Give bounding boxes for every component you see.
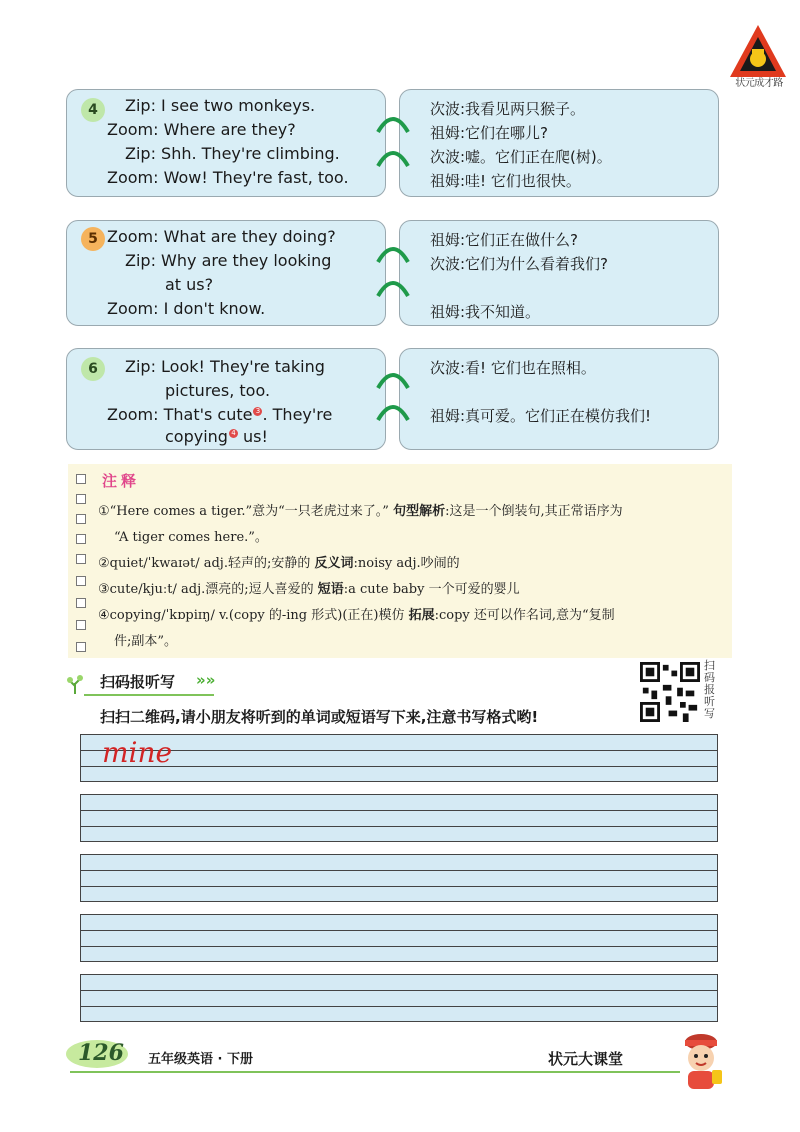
binder-ring-icon bbox=[375, 242, 411, 266]
dialogue-panel-6-en bbox=[66, 348, 386, 450]
translation-line: 次波:它们为什么看着我们? bbox=[430, 255, 609, 273]
translation-line: 祖姆:真可爱。它们正在模仿我们! bbox=[430, 407, 652, 425]
footer-divider bbox=[70, 1071, 680, 1073]
note-item: ④copying/ˈkɒpiɪŋ/ v.(copy 的-ing 形式)(正在)模仿 拓展:copy 还可以作名词,意为“复制 bbox=[98, 608, 615, 623]
writing-lines[interactable] bbox=[80, 794, 718, 842]
bullet-icon bbox=[76, 554, 86, 564]
bullet-icon bbox=[76, 534, 86, 544]
brand-logo-text: 状元成才路 bbox=[735, 78, 783, 89]
dialogue-line: Zoom: Where are they? bbox=[107, 120, 296, 139]
dialogue-line: Zip: Shh. They're climbing. bbox=[125, 144, 340, 163]
bullet-icon bbox=[76, 494, 86, 504]
binder-ring-icon bbox=[375, 276, 411, 300]
notes-title: 注释 bbox=[102, 472, 141, 490]
translation-line: 次波:看! 它们也在照相。 bbox=[430, 359, 596, 377]
note-item: ③cute/kjuːt/ adj.漂亮的;逗人喜爱的 短语:a cute baby 一个可爱的婴儿 bbox=[98, 582, 520, 597]
dialogue-line: copying $^4$ us! bbox=[165, 427, 268, 446]
sample-word: mine bbox=[102, 736, 173, 769]
bullet-icon bbox=[76, 474, 86, 484]
note-item: ①“Here comes a tiger.”意为“一只老虎过来了。” 句型解析:这是一个倒装句,其正常语序为 bbox=[98, 504, 623, 519]
translation-line: 次波:我看见两只猴子。 bbox=[430, 100, 586, 118]
note-item: “A tiger comes here.”。 bbox=[114, 530, 268, 545]
translation-line: 祖姆:哇! 它们也很快。 bbox=[430, 172, 581, 190]
binder-ring-icon bbox=[375, 400, 411, 424]
note-marker: 4 bbox=[229, 429, 238, 438]
section-title: 扫码报听写 bbox=[84, 668, 214, 696]
note-item: 件;副本”。 bbox=[114, 634, 178, 649]
dialogue-line: Zip: Why are they looking bbox=[125, 251, 332, 270]
dialogue-line: at us? bbox=[165, 275, 214, 294]
bullet-icon bbox=[76, 642, 86, 652]
writing-lines[interactable] bbox=[80, 854, 718, 902]
binder-ring-icon bbox=[375, 146, 411, 170]
writing-lines[interactable] bbox=[80, 974, 718, 1022]
writing-lines[interactable] bbox=[80, 734, 718, 782]
dialogue-panel-5-en bbox=[66, 220, 386, 326]
translation-line: 祖姆:它们在哪儿? bbox=[430, 124, 549, 142]
bullet-icon bbox=[76, 620, 86, 630]
arrows-icon: »» bbox=[196, 671, 216, 689]
binder-ring-icon bbox=[375, 368, 411, 392]
note-marker: 3 bbox=[253, 407, 262, 416]
bullet-icon bbox=[76, 598, 86, 608]
qr-label: 扫码报听写 bbox=[704, 659, 715, 720]
binder-ring-icon bbox=[375, 112, 411, 136]
translation-line: 次波:嘘。它们正在爬(树)。 bbox=[430, 148, 612, 166]
dialogue-line: Zoom: That's cute $^3$ . They're bbox=[107, 405, 333, 424]
dialogue-panel-6-zh bbox=[399, 348, 719, 450]
dialogue-panel-4-zh bbox=[399, 89, 719, 197]
writing-lines[interactable] bbox=[80, 914, 718, 962]
bullet-icon bbox=[76, 576, 86, 586]
page-number: 126 bbox=[78, 1040, 124, 1066]
panel-number: 4 bbox=[81, 98, 105, 122]
dialogue-line: Zoom: Wow! They're fast, too. bbox=[107, 168, 349, 187]
bullet-icon bbox=[76, 514, 86, 524]
dialogue-line: Zoom: I don't know. bbox=[107, 299, 266, 318]
qr-code-icon[interactable] bbox=[640, 662, 700, 722]
dialogue-line: Zoom: What are they doing? bbox=[107, 227, 336, 246]
note-item: ②quiet/ˈkwaɪət/ adj.轻声的;安静的 反义词:noisy adj.吵闹的 bbox=[98, 556, 460, 571]
dialogue-panel-5-zh bbox=[399, 220, 719, 326]
panel-number: 5 bbox=[81, 227, 105, 251]
dialogue-line: pictures, too. bbox=[165, 381, 271, 400]
dialogue-line: Zip: I see two monkeys. bbox=[125, 96, 316, 115]
translation-line: 祖姆:它们正在做什么? bbox=[430, 231, 579, 249]
mascot-icon bbox=[672, 1032, 730, 1094]
instruction-text: 扫扫二维码,请小朋友将听到的单词或短语写下来,注意书写格式哟! bbox=[100, 708, 539, 726]
dialogue-panel-4-en bbox=[66, 89, 386, 197]
book-title: 五年级英语 · 下册 bbox=[148, 1052, 253, 1067]
panel-number: 6 bbox=[81, 357, 105, 381]
tree-icon bbox=[64, 674, 86, 696]
brand-name: 状元大课堂 bbox=[548, 1050, 624, 1068]
translation-line: 祖姆:我不知道。 bbox=[430, 303, 541, 321]
dialogue-line: Zip: Look! They're taking bbox=[125, 357, 325, 376]
